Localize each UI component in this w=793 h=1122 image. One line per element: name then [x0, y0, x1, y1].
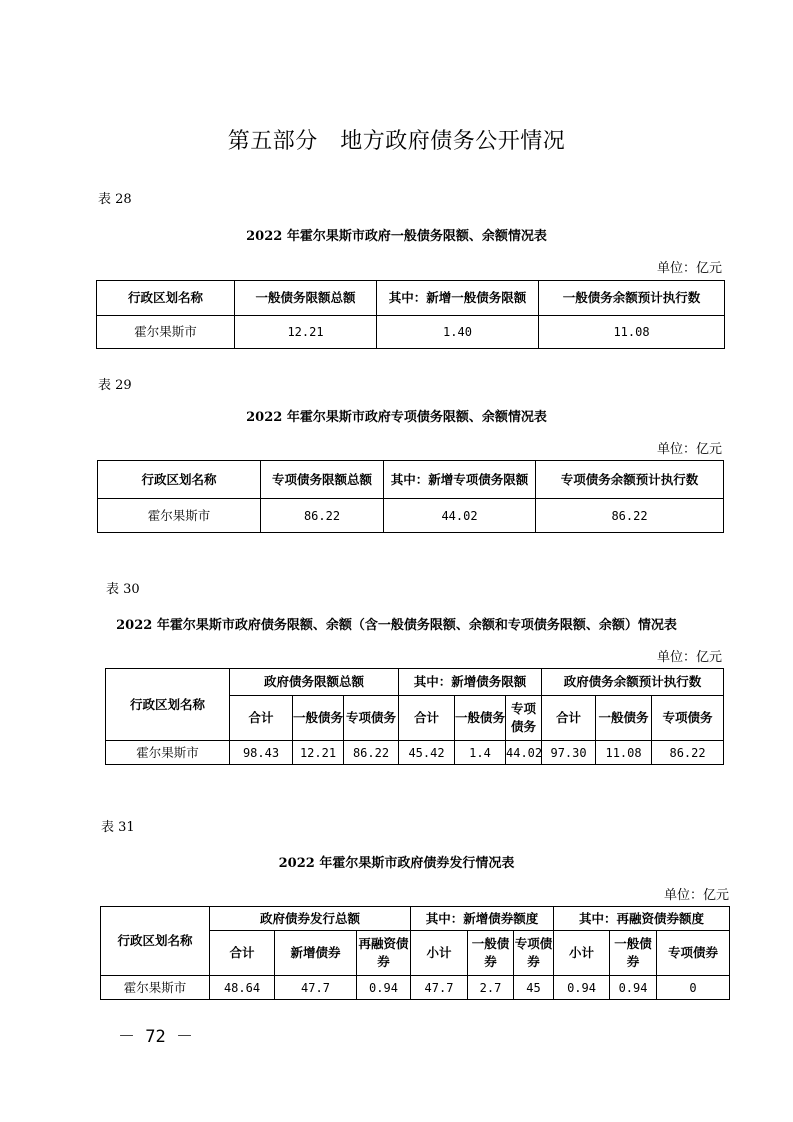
table30-sub-limit-special: 专项债务: [344, 696, 399, 741]
table31-sub-refi-subtotal: 小计: [554, 931, 610, 976]
table31-sub-refi-general: 一般债券: [610, 931, 657, 976]
table28-cell-limit: 12.21: [235, 316, 377, 349]
table31-cell-region: 霍尔果斯市: [101, 976, 210, 1000]
table30-cell-6: 44.02: [506, 741, 542, 765]
page-title: 第五部分 地方政府债务公开情况: [227, 129, 566, 154]
table30-sub-limit-total: 合计: [230, 696, 293, 741]
table28-unit: 单位：亿元: [656, 261, 722, 276]
table29-header-region: 行政区划名称: [98, 461, 261, 499]
table-row: [98, 499, 724, 533]
table31-sub-new-general: 一般债券: [468, 931, 514, 976]
table29-title: 2022 年霍尔果斯市政府专项债务限额、余额情况表: [246, 410, 547, 425]
table31-cell-6: 45: [514, 976, 554, 1000]
table31-cell-3: 0.94: [357, 976, 411, 1000]
table29: [97, 460, 724, 533]
table31-sub-refi-special: 专项债券: [657, 931, 730, 976]
table31-group-new: 其中：新增债券额度: [411, 907, 554, 931]
table28-header-balance: 一般债务余额预计执行数: [539, 281, 725, 316]
table29-header-new-limit: 其中：新增专项债务限额: [384, 461, 536, 499]
table28-cell-balance: 11.08: [539, 316, 725, 349]
table30-cell-2: 12.21: [293, 741, 344, 765]
page-number: － 72 －: [118, 1027, 193, 1047]
table31-cell-7: 0.94: [554, 976, 610, 1000]
table30-title: 2022 年霍尔果斯市政府债务限额、余额（含一般债务限额、余额和专项债务限额、余额）情况表: [116, 618, 677, 633]
table30-cell-7: 97.30: [542, 741, 596, 765]
table31-cell-5: 2.7: [468, 976, 514, 1000]
table28-header-new-limit: 其中：新增一般债务限额: [377, 281, 539, 316]
table30-header-region: 行政区划名称: [106, 669, 230, 741]
table31-sub-issued-new: 新增债券: [275, 931, 357, 976]
table31-cell-1: 48.64: [210, 976, 275, 1000]
table30-sub-balance-general: 一般债务: [596, 696, 652, 741]
table29-cell-new-limit: 44.02: [384, 499, 536, 533]
table31-sub-issued-total: 合计: [210, 931, 275, 976]
table30-cell-1: 98.43: [230, 741, 293, 765]
table31-cell-2: 47.7: [275, 976, 357, 1000]
table-row: [101, 976, 730, 1000]
table31-sub-issued-refinance: 再融资债券: [357, 931, 411, 976]
table30: [105, 668, 724, 765]
table30-unit: 单位：亿元: [656, 650, 722, 665]
table29-unit: 单位：亿元: [656, 442, 722, 457]
table30-sub-new-special: 专项债务: [506, 696, 542, 741]
table30-cell-9: 86.22: [652, 741, 724, 765]
table29-cell-balance: 86.22: [536, 499, 724, 533]
table31-cell-4: 47.7: [411, 976, 468, 1000]
table28-label: 表 28: [98, 192, 132, 207]
table30-cell-region: 霍尔果斯市: [106, 741, 230, 765]
table31: [100, 906, 730, 1000]
table30-cell-8: 11.08: [596, 741, 652, 765]
table28-cell-region: 霍尔果斯市: [97, 316, 235, 349]
table30-sub-balance-special: 专项债务: [652, 696, 724, 741]
table31-group-refinance: 其中：再融资债券额度: [554, 907, 730, 931]
table30-group-new-limit: 其中：新增债务限额: [399, 669, 542, 696]
table28-header-region: 行政区划名称: [97, 281, 235, 316]
table28-header-limit: 一般债务限额总额: [235, 281, 377, 316]
table31-title: 2022 年霍尔果斯市政府债券发行情况表: [278, 856, 515, 871]
table31-unit: 单位：亿元: [663, 888, 729, 903]
table28-title: 2022 年霍尔果斯市政府一般债务限额、余额情况表: [246, 229, 547, 244]
table-row: [106, 741, 724, 765]
table30-sub-balance-total: 合计: [542, 696, 596, 741]
table31-header-region: 行政区划名称: [101, 907, 210, 976]
table30-cell-5: 1.4: [455, 741, 506, 765]
table29-header-limit: 专项债务限额总额: [261, 461, 384, 499]
table29-header-balance: 专项债务余额预计执行数: [536, 461, 724, 499]
table30-cell-3: 86.22: [344, 741, 399, 765]
table30-label: 表 30: [106, 582, 140, 597]
table30-group-balance: 政府债务余额预计执行数: [542, 669, 724, 696]
table31-label: 表 31: [101, 820, 135, 835]
table29-cell-limit: 86.22: [261, 499, 384, 533]
table-row: [97, 316, 725, 349]
table30-sub-new-total: 合计: [399, 696, 455, 741]
table31-sub-new-special: 专项债券: [514, 931, 554, 976]
table31-group-issued: 政府债券发行总额: [210, 907, 411, 931]
table30-sub-new-general: 一般债务: [455, 696, 506, 741]
table30-cell-4: 45.42: [399, 741, 455, 765]
table31-sub-new-subtotal: 小计: [411, 931, 468, 976]
table29-cell-region: 霍尔果斯市: [98, 499, 261, 533]
table30-sub-limit-general: 一般债务: [293, 696, 344, 741]
table28-cell-new-limit: 1.40: [377, 316, 539, 349]
table29-label: 表 29: [98, 378, 132, 393]
table30-group-limit: 政府债务限额总额: [230, 669, 399, 696]
table28: [96, 280, 725, 349]
table31-cell-9: 0: [657, 976, 730, 1000]
table31-cell-8: 0.94: [610, 976, 657, 1000]
